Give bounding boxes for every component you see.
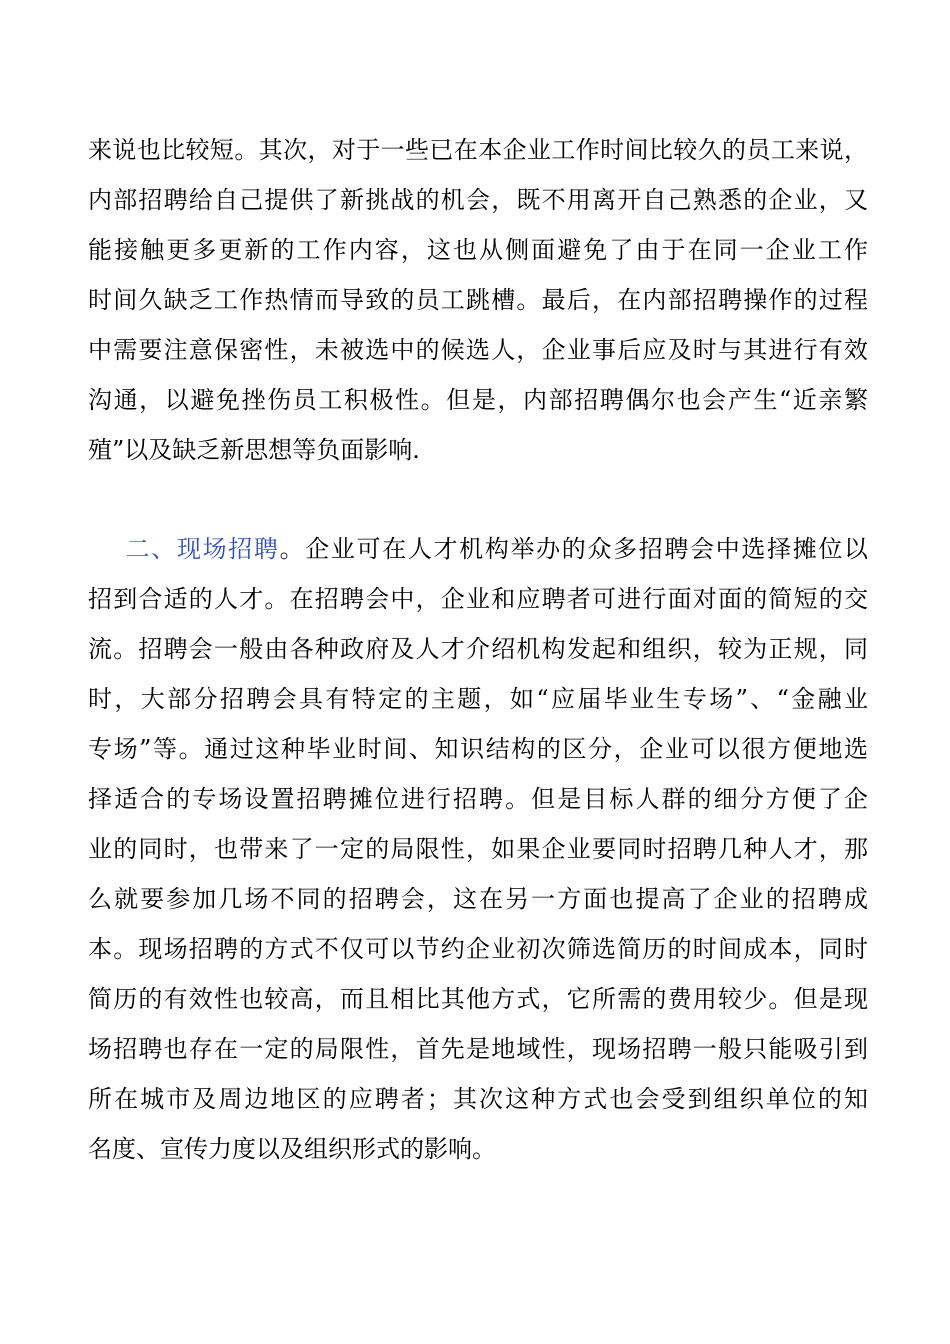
text-line: 场招聘也存在一定的局限性，首先是地域性，现场招聘一般只能吸引到 — [88, 1035, 868, 1063]
text-line: 本。现场招聘的方式不仅可以节约企业初次筛选简历的时间成本，同时 — [88, 935, 868, 963]
text-line-first — [88, 524, 868, 574]
text-line: 时，大部分招聘会具有特定的主题，如“应届毕业生专场”、“金融业 — [88, 685, 868, 713]
text-line: 沟通，以避免挫伤员工积极性。但是，内部招聘偶尔也会产生“近亲繁 — [88, 386, 868, 414]
text-line: 能接触更多更新的工作内容，这也从侧面避免了由于在同一企业工作 — [88, 236, 868, 264]
section-heading: 二、现场招聘 — [124, 535, 280, 563]
text-line: 流。招聘会一般由各种政府及人才介绍机构发起和组织，较为正规，同 — [88, 635, 868, 663]
text-line: 时间久缺乏工作热情而导致的员工跳槽。最后，在内部招聘操作的过程 — [88, 286, 868, 314]
text-line: 来说也比较短。其次，对于一些已在本企业工作时间比较久的员工来说， — [88, 136, 868, 164]
paragraph-internal-recruitment — [88, 125, 868, 475]
text-line-rest: 。企业可在人才机构举办的众多招聘会中选择摊位以 — [279, 535, 869, 563]
text-line: 业的同时，也带来了一定的局限性，如果企业要同时招聘几种人才，那 — [88, 835, 868, 863]
text-line: 么就要参加几场不同的招聘会，这在另一方面也提高了企业的招聘成 — [88, 885, 868, 913]
text-line: 专场”等。通过这种毕业时间、知识结构的区分，企业可以很方便地选 — [88, 735, 868, 763]
text-line: 招到合适的人才。在招聘会中，企业和应聘者可进行面对面的简短的交 — [88, 585, 868, 613]
text-line: 内部招聘给自己提供了新挑战的机会，既不用离开自己熟悉的企业，又 — [88, 186, 868, 214]
text-line: 名度、宣传力度以及组织形式的影响。 — [88, 1135, 496, 1163]
text-line: 殖”以及缺乏新思想等负面影响. — [88, 436, 420, 464]
text-line: 中需要注意保密性，未被选中的候选人，企业事后应及时与其进行有效 — [88, 336, 868, 364]
text-line: 简历的有效性也较高，而且相比其他方式，它所需的费用较少。但是现 — [88, 985, 868, 1013]
text-line: 所在城市及周边地区的应聘者；其次这种方式也会受到组织单位的知 — [88, 1085, 868, 1113]
text-line: 择适合的专场设置招聘摊位进行招聘。但是目标人群的细分方便了企 — [88, 785, 868, 813]
paragraph-onsite-recruitment — [88, 524, 868, 1174]
